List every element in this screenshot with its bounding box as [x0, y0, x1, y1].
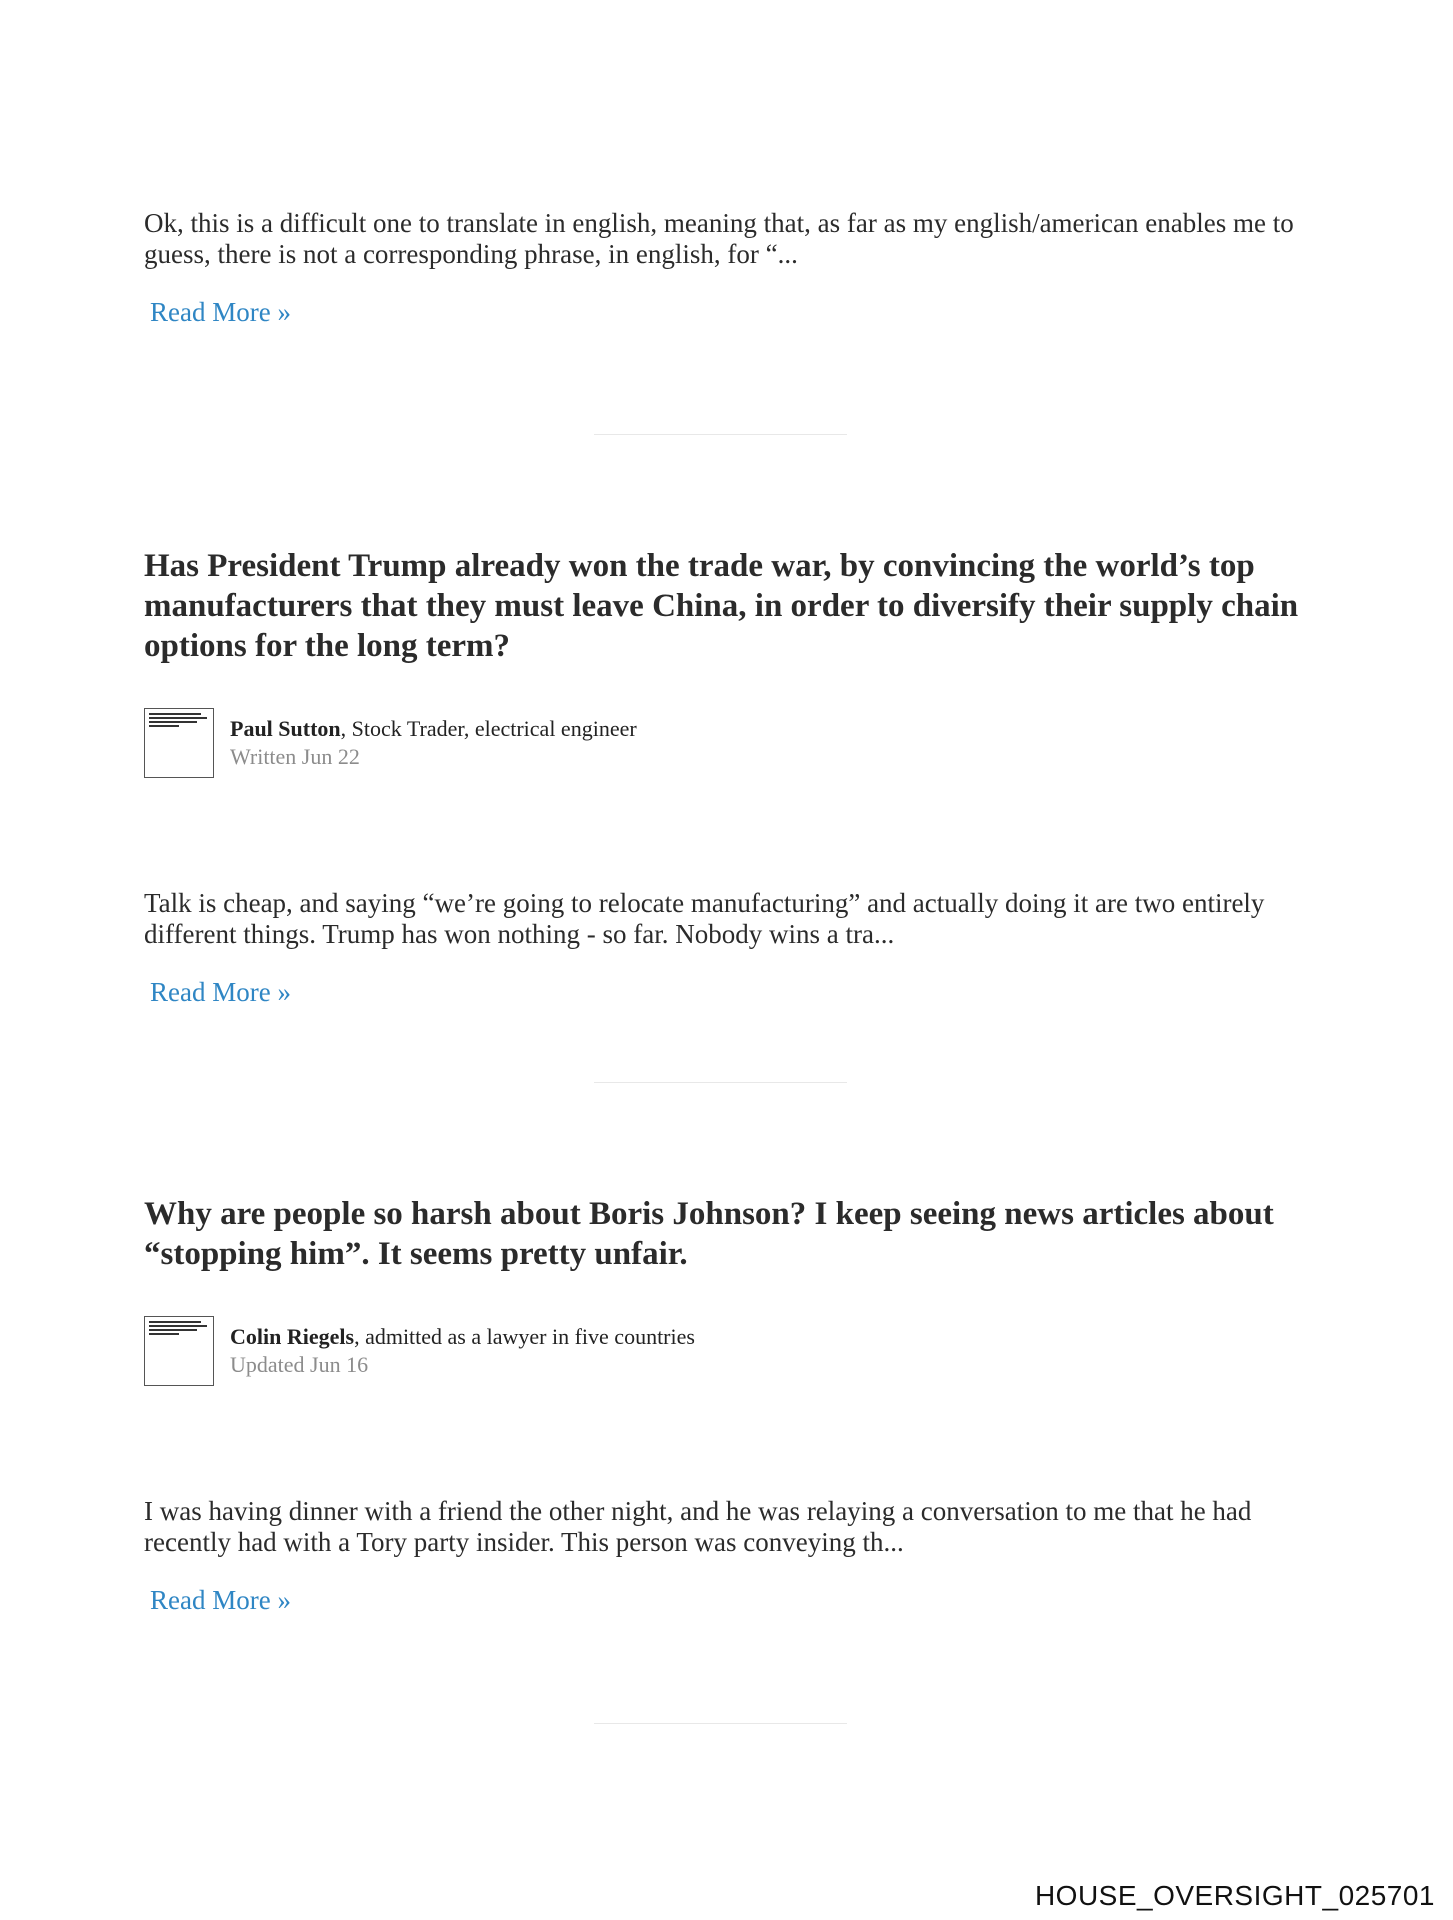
read-more-link[interactable]: Read More » [150, 297, 291, 327]
author-name[interactable]: Colin Riegels [230, 1324, 355, 1349]
answer-date: Updated Jun 16 [230, 1352, 369, 1377]
avatar-scribble [149, 1321, 201, 1323]
author-credential: , Stock Trader, electrical engineer [340, 716, 637, 741]
avatar[interactable] [144, 1316, 214, 1386]
divider [594, 1723, 847, 1724]
answer-excerpt: I was having dinner with a friend the other night, and he was relaying a conversation to me that he had recently had with a Tory party insider. This person was conveying th... [144, 1496, 1252, 1557]
author-line [230, 1324, 695, 1350]
document-stamp: HOUSE_OVERSIGHT_025701 [1034, 1880, 1435, 1911]
divider [594, 1082, 847, 1083]
author-block [144, 1316, 1044, 1388]
question-title[interactable]: Why are people so harsh about Boris Johnson? I keep seeing news articles about “stopping him”. It seems pretty unfair. [144, 1196, 1274, 1272]
answer-excerpt: Talk is cheap, and saying “we’re going to relocate manufacturing” and actually doing it are two entirely different things. Trump has won nothing - so far. Nobody wins a tra... [144, 888, 1265, 949]
author-line [230, 716, 637, 742]
avatar-scribble [149, 721, 197, 723]
author-credential: , admitted as a lawyer in five countries [354, 1324, 695, 1349]
avatar[interactable] [144, 708, 214, 778]
answer-excerpt: Ok, this is a difficult one to translate in english, meaning that, as far as my english/american enables me to guess, there is not a corresponding phrase, in english, for “... [144, 208, 1294, 269]
question-title[interactable]: Has President Trump already won the trade war, by convincing the world’s top manufacturers that they must leave China, in order to diversify their supply chain options for the long term? [144, 548, 1299, 664]
avatar-scribble [149, 717, 207, 719]
read-more-link[interactable]: Read More » [150, 977, 291, 1007]
avatar-scribble [149, 725, 179, 727]
answer-date: Written Jun 22 [230, 744, 360, 769]
author-name[interactable]: Paul Sutton [230, 716, 341, 741]
read-more-link[interactable]: Read More » [150, 1585, 291, 1615]
avatar-scribble [149, 1329, 197, 1331]
divider [594, 434, 847, 435]
author-block [144, 708, 1044, 780]
avatar-scribble [149, 1333, 179, 1335]
avatar-scribble [149, 713, 201, 715]
avatar-scribble [149, 1325, 207, 1327]
